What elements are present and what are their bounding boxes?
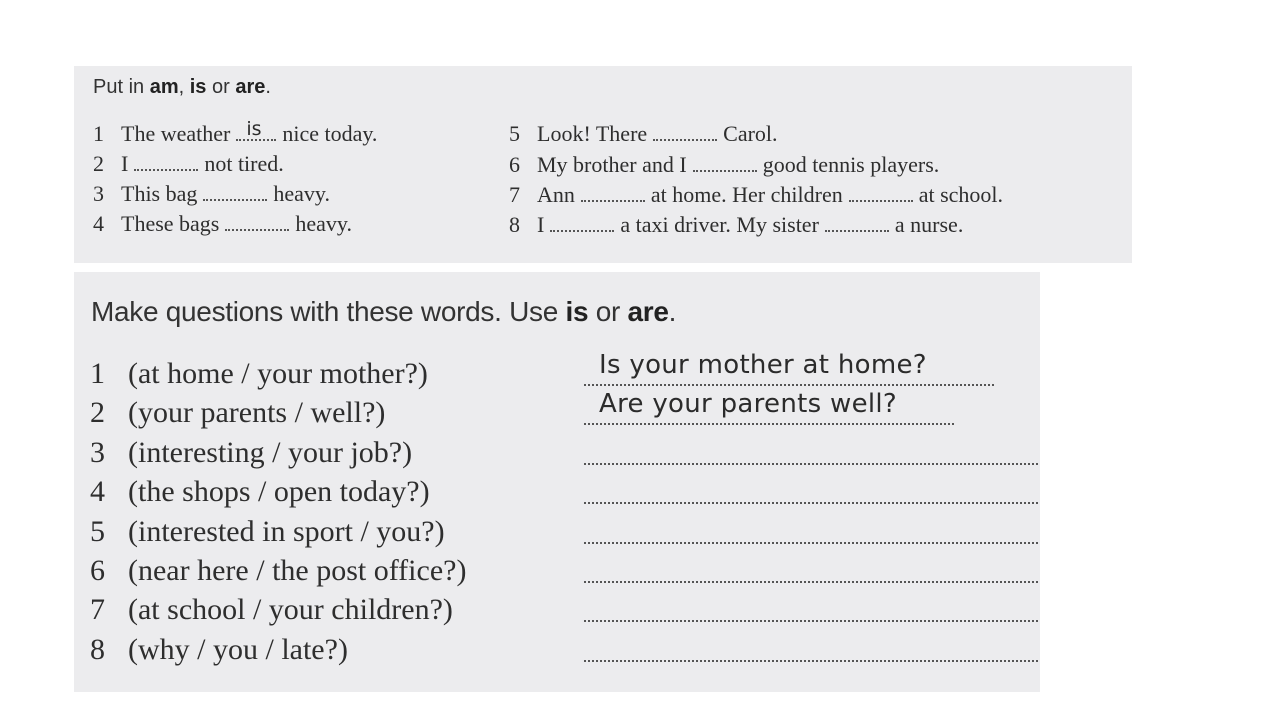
item-prompt: (your parents / well?): [128, 396, 386, 429]
item-text: Carol.: [723, 121, 778, 146]
exercise-1-panel: [74, 66, 1132, 263]
exercise-2-item: [90, 435, 412, 471]
answer-blank[interactable]: [653, 135, 717, 141]
instruction-word-am: am: [149, 76, 179, 98]
item-prompt: (interesting / your job?): [128, 436, 413, 469]
exercise-1-item: [509, 119, 778, 149]
item-number: 4: [90, 475, 105, 508]
answer-line[interactable]: [584, 581, 1038, 583]
item-number: 7: [509, 182, 520, 207]
item-text: a nurse.: [894, 212, 964, 237]
instruction-text: .: [265, 76, 271, 98]
item-text: The weather: [121, 121, 231, 146]
instruction-text: ,: [178, 76, 190, 98]
answer-blank[interactable]: [581, 196, 645, 202]
item-prompt: (interested in sport / you?): [128, 515, 445, 548]
item-number: 2: [93, 151, 104, 176]
exercise-1-item: [93, 209, 352, 239]
answer-blank[interactable]: [134, 165, 198, 171]
item-number: 4: [93, 211, 104, 236]
answer-blank[interactable]: [203, 195, 267, 201]
item-number: 8: [90, 633, 105, 666]
handwritten-answer: Is your mother at home?: [599, 350, 927, 380]
exercise-2-instruction: [91, 296, 676, 328]
item-prompt: (near here / the post office?): [128, 554, 467, 587]
item-number: 6: [90, 554, 105, 587]
item-number: 1: [93, 121, 104, 146]
answer-line[interactable]: [584, 423, 954, 425]
item-number: 1: [90, 357, 105, 390]
item-number: 7: [90, 593, 105, 626]
item-text: at home. Her children: [650, 182, 843, 207]
exercise-1-item: [93, 119, 377, 149]
item-text: a taxi driver. My sister: [620, 212, 819, 237]
answer-blank[interactable]: [225, 225, 289, 231]
item-number: 6: [509, 152, 520, 177]
answer-blank[interactable]: [550, 226, 614, 232]
item-prompt: (at home / your mother?): [128, 357, 428, 390]
instruction-word-is: is: [189, 76, 207, 98]
item-prompt: (at school / your children?): [128, 593, 453, 626]
item-text: I: [537, 212, 545, 237]
exercise-1-instruction: [93, 76, 271, 99]
answer-blank-2[interactable]: [825, 226, 889, 232]
item-prompt: (the shops / open today?): [128, 475, 430, 508]
exercise-2-item: [90, 592, 453, 628]
item-number: 3: [93, 181, 104, 206]
exercise-2-item: [90, 632, 348, 668]
item-text: heavy.: [295, 211, 352, 236]
item-number: 5: [509, 121, 520, 146]
answer-line[interactable]: [584, 384, 994, 386]
answer-line[interactable]: [584, 542, 1038, 544]
instruction-text: .: [668, 296, 677, 327]
answer-blank[interactable]: [693, 166, 757, 172]
instruction-text: or: [588, 296, 628, 327]
exercise-2-item: [90, 553, 466, 589]
answer-line[interactable]: [584, 660, 1038, 662]
item-text: Ann: [537, 182, 575, 207]
exercise-2-item: [90, 356, 428, 392]
instruction-word-are: are: [235, 76, 266, 98]
item-text: not tired.: [204, 151, 284, 176]
exercise-2-item: [90, 514, 445, 550]
item-number: 3: [90, 436, 105, 469]
exercise-2-item: [90, 474, 430, 510]
exercise-1-item: [509, 180, 1003, 210]
item-prompt: (why / you / late?): [128, 633, 348, 666]
answer-line[interactable]: [584, 502, 1038, 504]
item-number: 5: [90, 515, 105, 548]
item-text: These bags: [121, 211, 220, 236]
handwritten-answer: is: [246, 118, 262, 140]
item-number: 8: [509, 212, 520, 237]
item-text: good tennis players.: [762, 152, 940, 177]
item-text: My brother and I: [537, 152, 687, 177]
instruction-word-is: is: [565, 296, 589, 327]
instruction-text: Put in: [93, 76, 150, 98]
answer-line[interactable]: [584, 620, 1038, 622]
item-number: 2: [90, 396, 105, 429]
instruction-text: or: [206, 76, 236, 98]
exercise-2-item: [90, 395, 385, 431]
answer-blank-2[interactable]: [849, 196, 913, 202]
item-text: nice today.: [282, 121, 378, 146]
exercise-1-item: [509, 210, 963, 240]
item-text: at school.: [918, 182, 1004, 207]
item-text: Look! There: [537, 121, 648, 146]
answer-line[interactable]: [584, 463, 1038, 465]
exercise-2-panel: [74, 272, 1040, 692]
handwritten-answer: Are your parents well?: [599, 389, 898, 419]
item-text: I: [121, 151, 129, 176]
exercise-1-item: [93, 179, 330, 209]
item-text: This bag: [121, 181, 198, 206]
instruction-word-are: are: [627, 296, 669, 327]
item-text: heavy.: [273, 181, 330, 206]
exercise-1-item: [93, 149, 284, 179]
instruction-text: Make questions with these words. Use: [91, 296, 566, 327]
answer-blank[interactable]: [236, 118, 276, 141]
exercise-1-item: [509, 150, 939, 180]
